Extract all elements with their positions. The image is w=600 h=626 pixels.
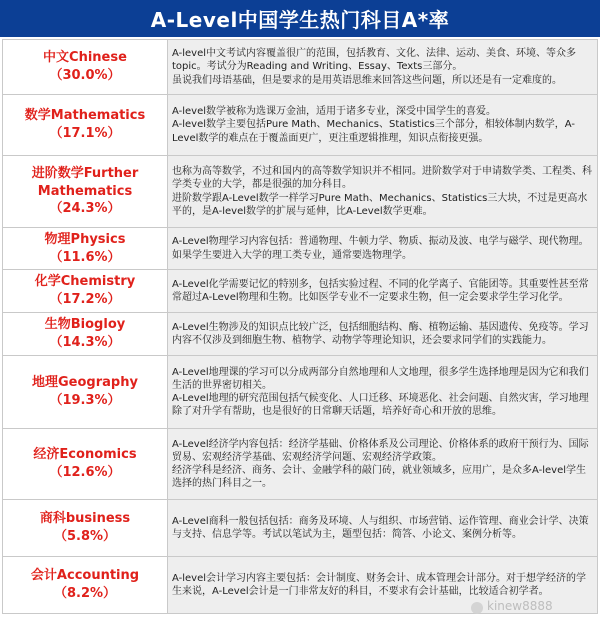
subject-rate: （14.3%） [49, 335, 121, 350]
subject-name-chemistry [3, 270, 168, 313]
subject-description [168, 313, 598, 356]
subject-description [168, 429, 598, 500]
table-row [3, 40, 598, 95]
table-row [3, 313, 598, 356]
table-row [3, 429, 598, 500]
subject-name-line: 经济Economics [33, 447, 137, 463]
subject-name-line: 物理Physics [44, 231, 126, 247]
subject-description [168, 356, 598, 429]
subject-name-line: 化学Chemistry [34, 274, 136, 290]
description-paragraph: 进阶数学跟A-Level数学一样学习Pure Math、Mechanics、Statistics三大块，不过是更高水平的，是A-level数学的扩展与延伸，比A-Level数学更难。 [172, 192, 588, 217]
subject-rate: （8.2%） [53, 586, 117, 601]
description-paragraph: A-Level生物涉及的知识点比较广泛，包括细胞结构、酶、植物运输、基因遗传、免疫等。学习内容不仅涉及到细胞生物、植物学、动物学等理论知识，还会要求同学们的实践能力。 [172, 321, 589, 346]
page-title: A-Level中国学生热门科目A*率 [0, 0, 600, 37]
subject-rate: （17.1%） [49, 126, 121, 141]
table-row [3, 270, 598, 313]
table-row [3, 228, 598, 270]
description-paragraph: A-level中文考试内容覆盖很广的范围，包括教育、文化、法律、运动、美食、环境、等众多topic。考试分为Reading and Writing、Essay、Texts三部分。 [172, 48, 577, 73]
subject-rate: （24.3%） [49, 201, 121, 217]
description-paragraph: A-Level经济学内容包括：经济学基础、价格体系及公司理论、价格体系的政府干预行为、国际贸易、宏观经济学基础、宏观经济学问题、宏观经济学政策。 [172, 438, 589, 463]
subject-description [168, 95, 598, 156]
subject-name-biology [3, 313, 168, 356]
subject-rate: （5.8%） [53, 529, 117, 544]
description-paragraph: A-level会计学习内容主要包括：会计制度、财务会计、成本管理会计部分。对于想学经济的学生来说，A-Level会计是一门非常友好的科目，不要求有会计基础，比较适合初学者。 [172, 572, 587, 597]
table-row [3, 95, 598, 156]
subject-description [168, 156, 598, 228]
table-row [3, 500, 598, 557]
description-paragraph: A-Level物理学习内容包括：普通物理、牛顿力学、物质、振动及波、电学与磁学、现代物理。如果学生要进入大学的理工类专业，通常要选物理学。 [172, 236, 589, 261]
description-paragraph: A-level数学被称为选课万金油，适用于诸多专业，深受中国学生的喜爱。 [172, 106, 497, 118]
description-paragraph: A-Level商科一般包括包括：商务及环境、人与组织、市场营销、运作管理、商业会计学、决策与支持、信息学等。考试以笔试为主，题型包括：简答、小论文、案例分析等。 [172, 515, 589, 540]
subject-name-line: 会计Accounting [30, 568, 140, 584]
subject-name-line: 数学Mathematics [24, 108, 146, 124]
description-paragraph: 经济学科是经济、商务、会计、金融学科的敲门砖，就业领域多，应用广，是众多A-level学生选择的热门科目之一。 [172, 465, 587, 490]
subject-name-accounting [3, 557, 168, 614]
subject-rate: （11.6%） [49, 249, 121, 265]
subjects-table [2, 39, 598, 614]
subject-rate: （17.2%） [49, 292, 121, 307]
subject-name-mathematics [3, 95, 168, 156]
subject-name-line: 商科business [39, 511, 131, 527]
description-paragraph: A-Level化学需要记忆的特别多，包括实验过程、不同的化学离子、官能团等。其重要性甚至常常超过A-Level物理和生物。比如医学专业不一定要求生物，但一定会要求学生学习化学。 [172, 278, 589, 303]
description-paragraph: A-Level地理的研究范围包括气候变化、人口迁移、环境恶化、社会问题、自然灾害，学习地理除了对升学有帮助，也是很好的日常聊天话题，培养好奇心和开放的思维。 [172, 393, 589, 418]
subject-name-geography [3, 356, 168, 429]
subject-name-physics [3, 228, 168, 270]
description-paragraph: A-level数学主要包括Pure Math、Mechanics、Statistics三个部分，相较体制内数学，A-Level数学的难点在于覆盖面更广，更注重逻辑推理，知识点衔接更强。 [172, 119, 575, 144]
subject-description [168, 40, 598, 95]
subject-name-line: Mathematics [37, 183, 133, 199]
wechat-watermark-icon [471, 602, 483, 614]
subject-rate: （19.3%） [49, 393, 121, 408]
subject-name-chinese [3, 40, 168, 95]
subject-name-further-mathematics [3, 156, 168, 228]
subject-name-economics [3, 429, 168, 500]
subject-name-line: 地理Geography [32, 375, 138, 391]
subject-description [168, 500, 598, 557]
table-row [3, 356, 598, 429]
subject-rate: （30.0%） [49, 68, 121, 83]
subject-rate: （12.6%） [49, 465, 121, 480]
description-paragraph: A-Level地理课的学习可以分成两部分自然地理和人文地理，很多学生选择地理是因为它和我们生活的世界密切相关。 [172, 366, 589, 391]
subject-description [168, 228, 598, 270]
description-paragraph: 也称为高等数学，不过和国内的高等数学知识并不相同。进阶数学对于申请数学类、工程类、科学类专业的大学，都是很强的加分科目。 [172, 166, 592, 191]
subject-name-line: 生物Biogloy [44, 317, 126, 333]
table-row [3, 156, 598, 228]
watermark-text: kinew8888 [487, 599, 553, 613]
subject-name-business [3, 500, 168, 557]
subject-name-line: 中文Chinese [43, 50, 127, 66]
description-paragraph: 虽说我们母语基础，但是要求的是用英语思维来回答这些问题，所以还是有一定难度的。 [172, 74, 562, 86]
subject-name-line: 进阶数学Further [31, 166, 139, 182]
subject-description [168, 270, 598, 313]
